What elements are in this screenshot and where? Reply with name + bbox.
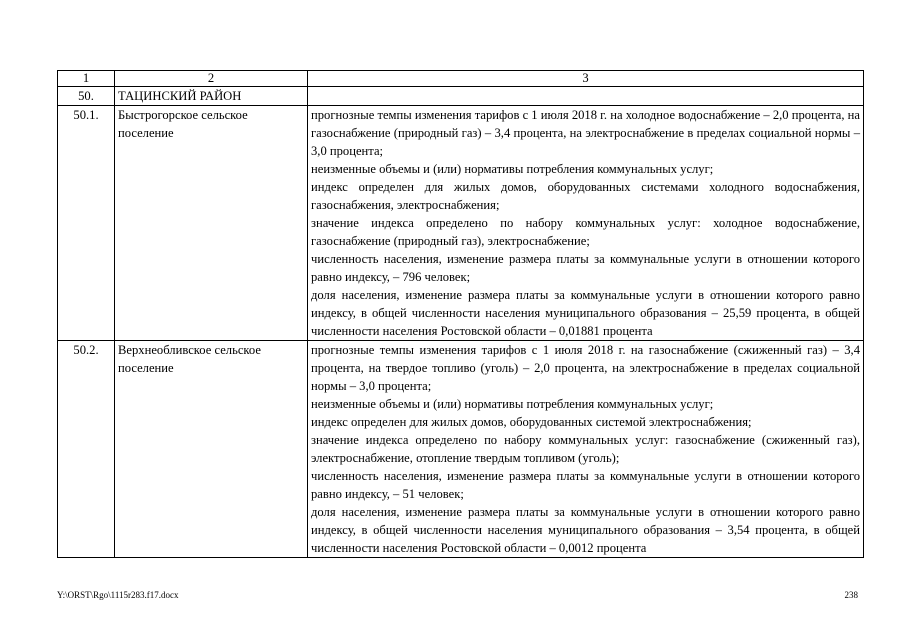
- district-row: [58, 87, 864, 106]
- settlement-name: Верхнеобливское сельское поселение: [115, 341, 308, 558]
- detail-line: численность населения, изменение размера платы за коммунальные услуги в отношении которого равно индексу, – 51 человек;: [311, 469, 860, 501]
- detail-line: неизменные объемы и (или) нормативы потребления коммунальных услуг;: [311, 162, 714, 176]
- row-number: 50.2.: [58, 341, 115, 558]
- detail-line: индекс определен для жилых домов, оборудованных системами холодного водоснабжения, газоснабжения, электроснабжения;: [311, 180, 860, 212]
- district-name: ТАЦИНСКИЙ РАЙОН: [115, 87, 308, 106]
- footer-page-number: 238: [844, 590, 858, 600]
- detail-line: значение индекса определено по набору коммунальных услуг: газоснабжение (сжиженный газ), электроснабжение, отопление твердым топливом (уголь);: [311, 433, 860, 465]
- header-cell-1: 1: [58, 71, 115, 87]
- detail-line: прогнозные темпы изменения тарифов с 1 июля 2018 г. на газоснабжение (сжиженный газ) – 3,4 процента, на твердое топливо (уголь) – 2,0 процента, на электроснабжение в пределах социальной нормы – 3,0 процента;: [311, 343, 860, 393]
- row-details: [308, 341, 864, 558]
- detail-line: значение индекса определено по набору коммунальных услуг: холодное водоснабжение, газоснабжение (природный газ), электроснабжение;: [311, 216, 860, 248]
- district-number: 50.: [58, 87, 115, 106]
- detail-line: численность населения, изменение размера платы за коммунальные услуги в отношении которого равно индексу, – 796 человек;: [311, 252, 860, 284]
- settlement-name: Быстрогорское сельское поселение: [115, 106, 308, 341]
- header-cell-3: 3: [308, 71, 864, 87]
- tariff-index-table: [57, 70, 864, 558]
- header-cell-2: 2: [115, 71, 308, 87]
- footer-file-path: Y:\ORST\Rgo\1115r283.f17.docx: [57, 590, 179, 600]
- row-number: 50.1.: [58, 106, 115, 341]
- table-header-row: [58, 71, 864, 87]
- table-row: [58, 106, 864, 341]
- table-row: [58, 341, 864, 558]
- detail-line: неизменные объемы и (или) нормативы потребления коммунальных услуг;: [311, 397, 714, 411]
- detail-line: прогнозные темпы изменения тарифов с 1 июля 2018 г. на холодное водоснабжение – 2,0 процента, на газоснабжение (природный газ) – 3,4 процента, на электроснабжение в пределах социальной нормы – 3,0 процента;: [311, 108, 860, 158]
- detail-line: доля населения, изменение размера платы за коммунальные услуги в отношении которого равно индексу, в общей численности населения муниципального образования – 25,59 процента, в общей численности населения Ростовской области – 0,01881 процента: [311, 288, 860, 338]
- district-empty-cell: [308, 87, 864, 106]
- row-details: [308, 106, 864, 341]
- detail-line: индекс определен для жилых домов, оборудованных системой электроснабжения;: [311, 415, 752, 429]
- detail-line: доля населения, изменение размера платы за коммунальные услуги в отношении которого равно индексу, в общей численности населения муниципального образования – 3,54 процента, в общей численности населения Ростовской области – 0,0012 процента: [311, 505, 860, 555]
